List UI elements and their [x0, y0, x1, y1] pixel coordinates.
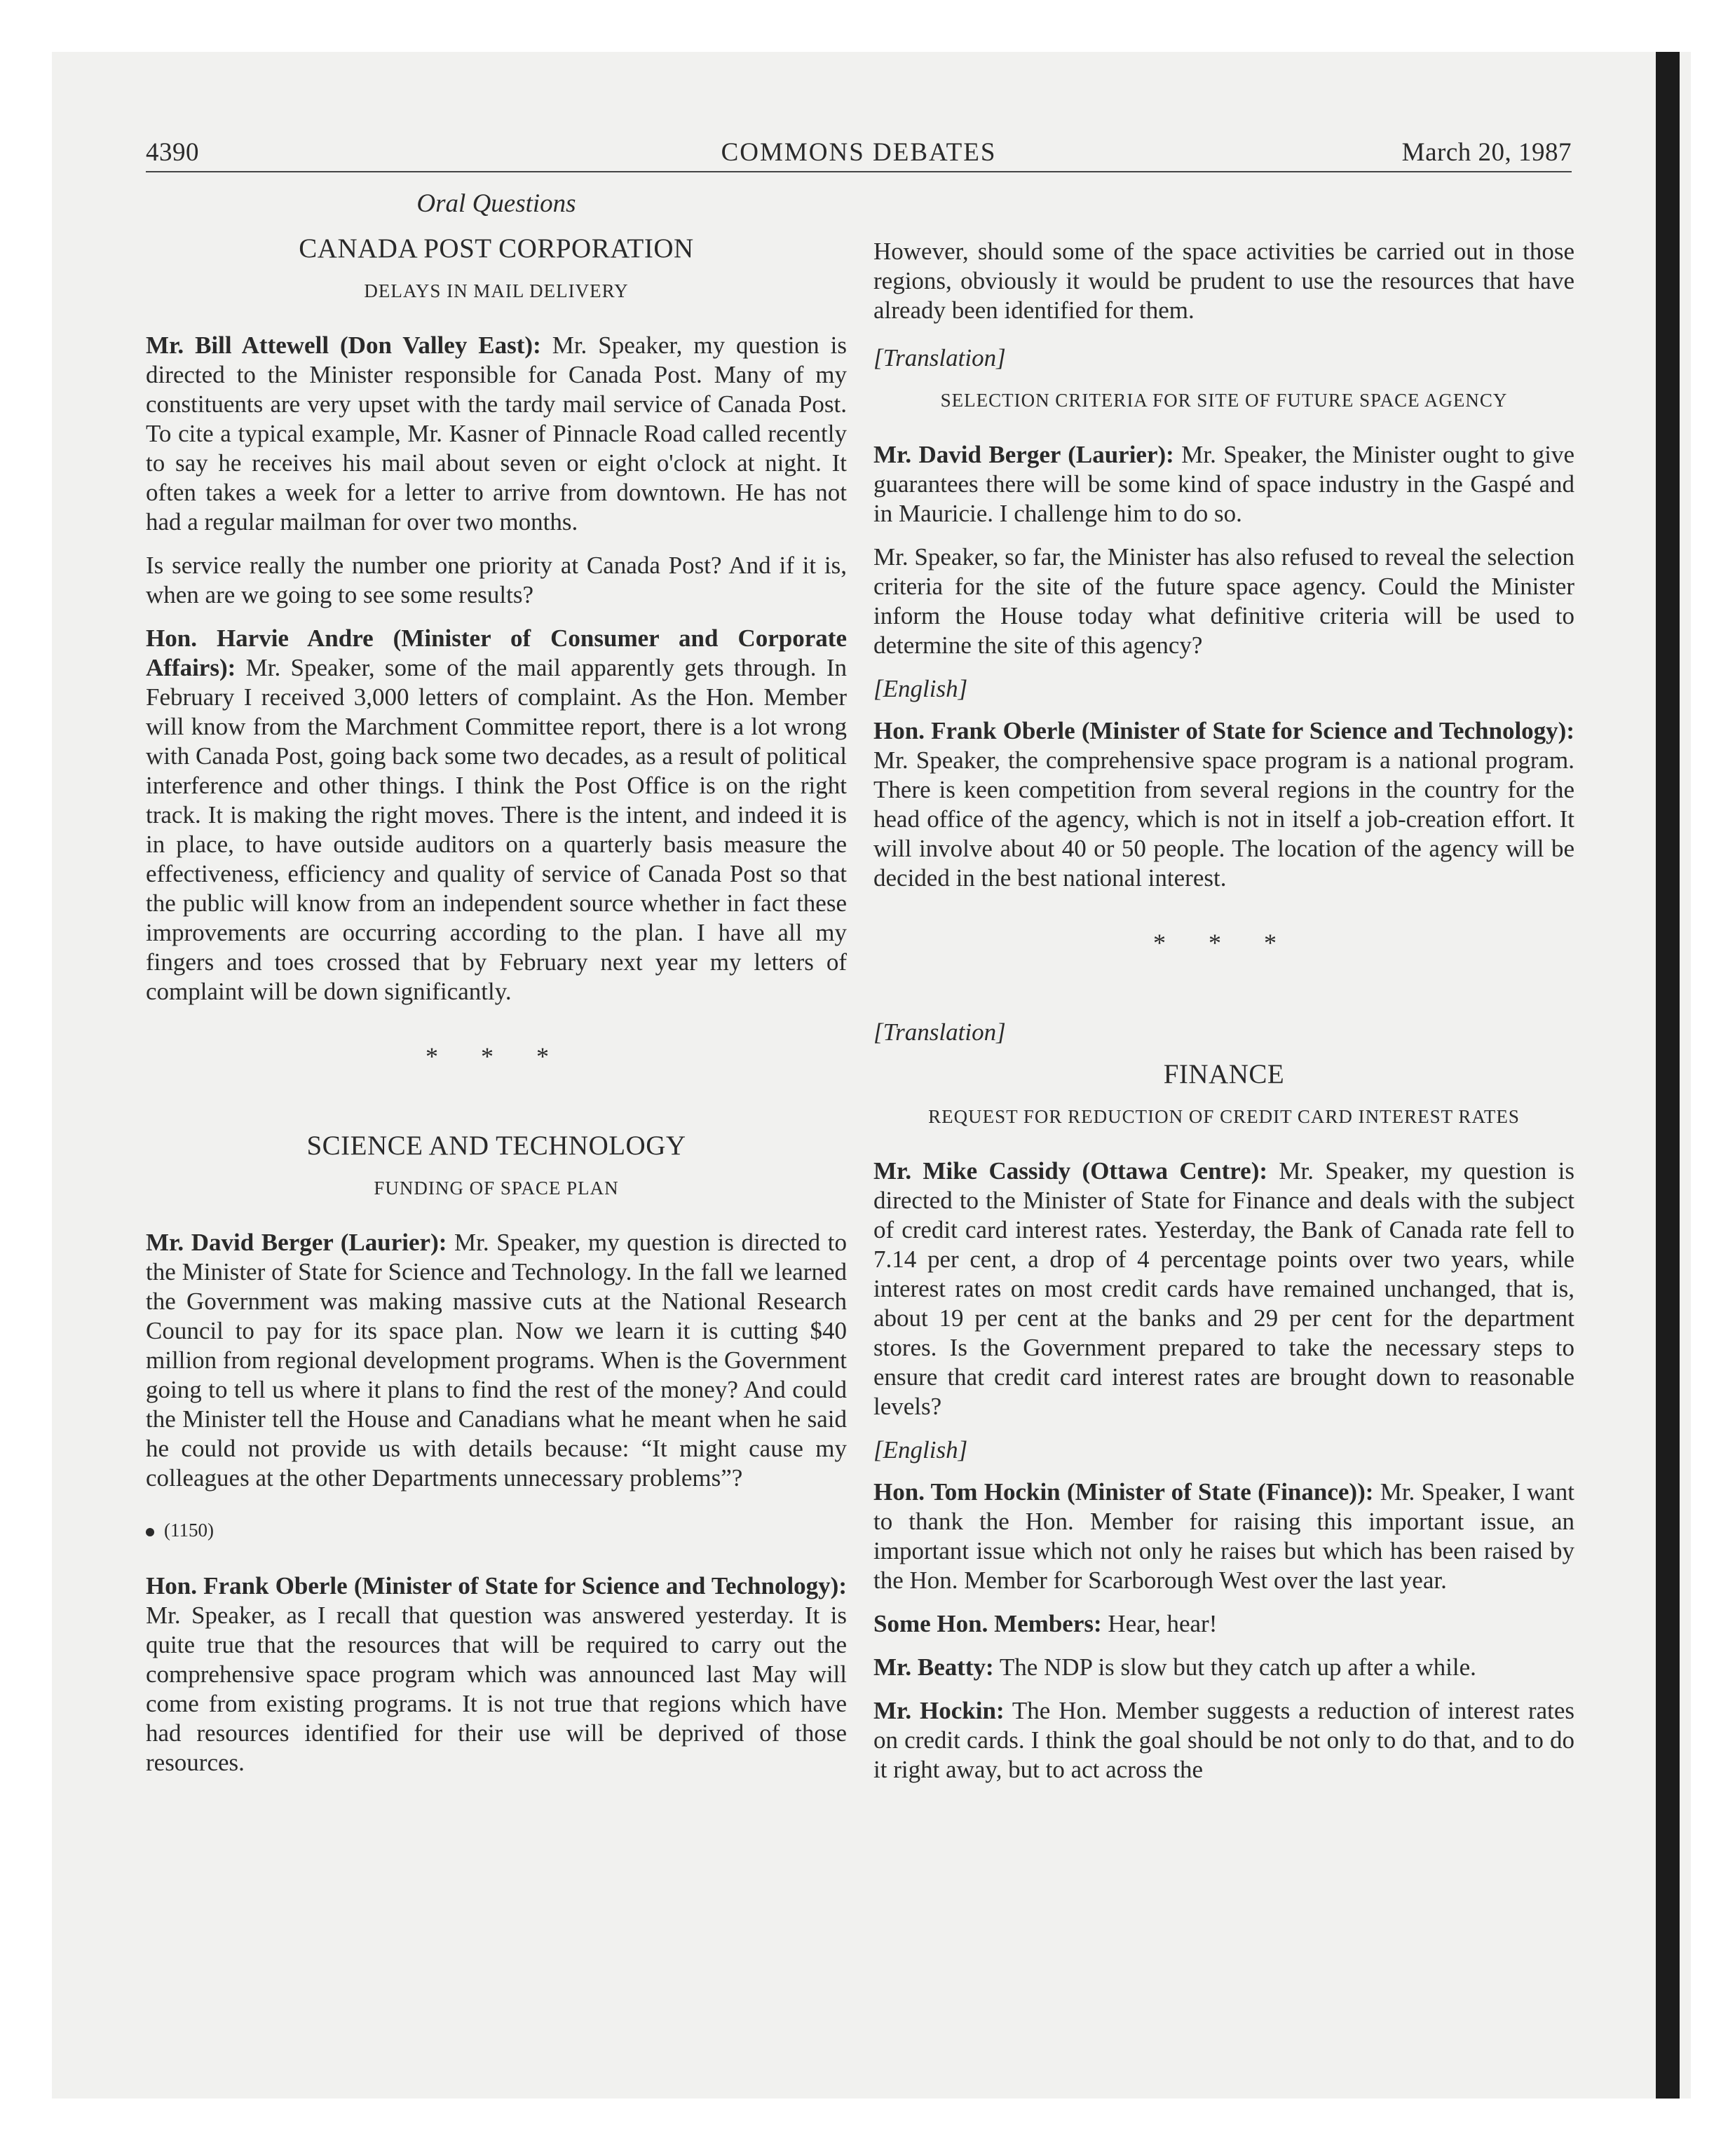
running-head: Oral Questions — [416, 189, 576, 218]
speech-text: Mr. Speaker, the comprehensive space program is a national program. There is keen competition from several regions in the country for the head office of the agency, which is not in itself a job-creation effort. It will involve about 40 or 50 people. The location of the agency will be decided in the best national interest. — [873, 746, 1574, 892]
speech-text: Mr. Speaker, the Minister ought to give guarantees there will be some kind of space industry in the Gaspé and in Mauricie. I challenge him to do so. — [873, 441, 1574, 527]
speech-text: Hear, hear! — [1101, 1610, 1218, 1637]
speaker-name: Mr. Bill Attewell (Don Valley East): — [146, 332, 541, 359]
speaker-name: Mr. David Berger (Laurier): — [146, 1229, 447, 1256]
page-date: March 20, 1987 — [1401, 138, 1572, 167]
subtitle-selection-criteria: SELECTION CRITERIA FOR SITE OF FUTURE SPACE AGENCY — [940, 390, 1508, 411]
subtitle-mail-delivery: DELAYS IN MAIL DELIVERY — [364, 280, 629, 301]
page-header — [146, 137, 1572, 172]
subtitle-space-plan: FUNDING OF SPACE PLAN — [374, 1178, 619, 1199]
speech-text: Mr. Speaker, my question is directed to the Minister of State for Finance and deals with the subject of credit card interest rates. Yesterday, the Bank of Canada rate fell to 7.14 per cent, a drop of 4 percentage points over two years, while interest rates on most credit cards have remained unchanged, that is, about 19 per cent at the banks and 29 per cent for the department stores. Is the Government prepared to take the necessary steps to ensure that credit card interest rates are brought down to reasonable levels? — [873, 1157, 1575, 1420]
subtitle-credit-card: REQUEST FOR REDUCTION OF CREDIT CARD INTEREST RATES — [928, 1106, 1520, 1127]
section-separator: * * * — [1153, 929, 1295, 957]
paragraph — [873, 237, 1574, 325]
speech-text: Mr. Speaker, my question is directed to the Minister responsible for Canada Post. Many of my constituents are very upset with the tardy mail service of Canada Post. To cite a typical example, Mr. Kasner of Pinnacle Road called recently to say he receives his mail about seven or eight o'clock at night. It often takes a week for a letter to arrive from downtown. He has not had a regular mailman for over two months. — [146, 332, 847, 535]
paragraph — [873, 1609, 1574, 1639]
speaker-name: Mr. Beatty: — [873, 1653, 994, 1681]
speaker-name: Hon. Tom Hockin (Minister of State (Finance)): — [873, 1478, 1374, 1506]
paragraph — [146, 551, 847, 610]
right-column — [873, 237, 1574, 1785]
speaker-name: Hon. Harvie Andre (Minister of Consumer and Corporate Affairs): — [146, 625, 847, 681]
paragraph — [146, 331, 847, 537]
speaker-name: Mr. Hockin: — [873, 1697, 1005, 1724]
language-note: [English] — [873, 675, 968, 702]
speaker-name: Mr. David Berger (Laurier): — [873, 441, 1174, 468]
paragraph — [873, 1478, 1574, 1595]
time-marker — [146, 1515, 847, 1545]
paragraph — [146, 624, 847, 1007]
speech-text: The NDP is slow but they catch up after a while. — [993, 1653, 1476, 1681]
page-number: 4390 — [146, 138, 199, 167]
speech-text: Mr. Speaker, so far, the Minister has also refused to reveal the selection criteria for the site of the future space agency. Could the Minister inform the House today what definitive criteria will be used to determine the site of this agency? — [873, 543, 1574, 659]
section-separator: * * * — [426, 1042, 567, 1070]
scan-edge — [1656, 52, 1680, 2099]
bullet-icon — [146, 1528, 154, 1536]
speech-text: Is service really the number one priority at Canada Post? And if it is, when are we going to see some results? — [146, 552, 847, 608]
section-title-canada-post: CANADA POST CORPORATION — [299, 233, 694, 264]
speech-text: The Hon. Member suggests a reduction of interest rates on credit cards. I think the goal should be not only to do that, and to do it right away, but to act across the — [873, 1697, 1574, 1783]
paragraph — [146, 1228, 847, 1493]
section-title-finance: FINANCE — [1163, 1059, 1285, 1089]
publication-title: COMMONS DEBATES — [721, 138, 997, 167]
speech-text: Mr. Speaker, my question is directed to the Minister of State for Science and Technology. In the fall we learned the Government was making massive cuts at the National Research Council to pay for its space plan. Now we learn it is cutting $40 million from regional development programs. When is the Government going to tell us where it plans to find the rest of the money? And could the Minister tell the House and Canadians what he meant when he said he could not provide us with details because: “It might cause my colleagues at the other Departments unnecessary problems”? — [146, 1229, 847, 1492]
paragraph — [873, 1696, 1574, 1785]
paragraph — [873, 1157, 1574, 1421]
section-title-science: SCIENCE AND TECHNOLOGY — [306, 1131, 686, 1161]
paragraph — [146, 1571, 847, 1778]
speech-text: Mr. Speaker, some of the mail apparently gets through. In February I received 3,000 letters of complaint. As the Hon. Member will know from the Marchment Committee report, there is a lot wrong with Canada Post, going back some two decades, as a result of political interference and other things. I think the Post Office is on the right track. It is making the right moves. There is the intent, and indeed it is in place, to have outside auditors on a quarterly basis measure the effectiveness, efficiency and quality of service of Canada Post so that the public will know from an independent source whether in fact these improvements are occurring according to the plan. I have all my fingers and toes crossed that by February next year my letters of complaint will be down significantly. — [146, 654, 847, 1005]
paragraph — [873, 440, 1574, 528]
speech-text: Mr. Speaker, I want to thank the Hon. Member for raising this important issue, an important issue which not only he raises but which has been raised by the Hon. Member for Scarborough West over the last year. — [873, 1478, 1574, 1594]
paragraph — [873, 543, 1574, 660]
language-note: [English] — [873, 1436, 968, 1464]
speech-text: However, should some of the space activities be carried out in those regions, obviously it would be prudent to use the resources that have already been identified for them. — [873, 238, 1574, 324]
translation-note: [Translation] — [873, 344, 1006, 371]
time-text: (1150) — [164, 1520, 214, 1541]
speech-text: Mr. Speaker, as I recall that question was answered yesterday. It is quite true that the resources that will be required to carry out the comprehensive space program which was announced last May will come from existing programs. It is not true that regions which have had resources identified for their use will be deprived of those resources. — [146, 1602, 847, 1776]
left-column — [146, 189, 847, 1778]
speaker-name: Some Hon. Members: — [873, 1610, 1102, 1637]
paragraph — [873, 1653, 1574, 1682]
speaker-name: Mr. Mike Cassidy (Ottawa Centre): — [873, 1157, 1268, 1185]
paragraph — [873, 716, 1574, 893]
translation-note: [Translation] — [873, 1018, 1006, 1046]
speaker-name: Hon. Frank Oberle (Minister of State for Science and Technology): — [873, 717, 1574, 744]
speaker-name: Hon. Frank Oberle (Minister of State for Science and Technology): — [146, 1572, 847, 1599]
